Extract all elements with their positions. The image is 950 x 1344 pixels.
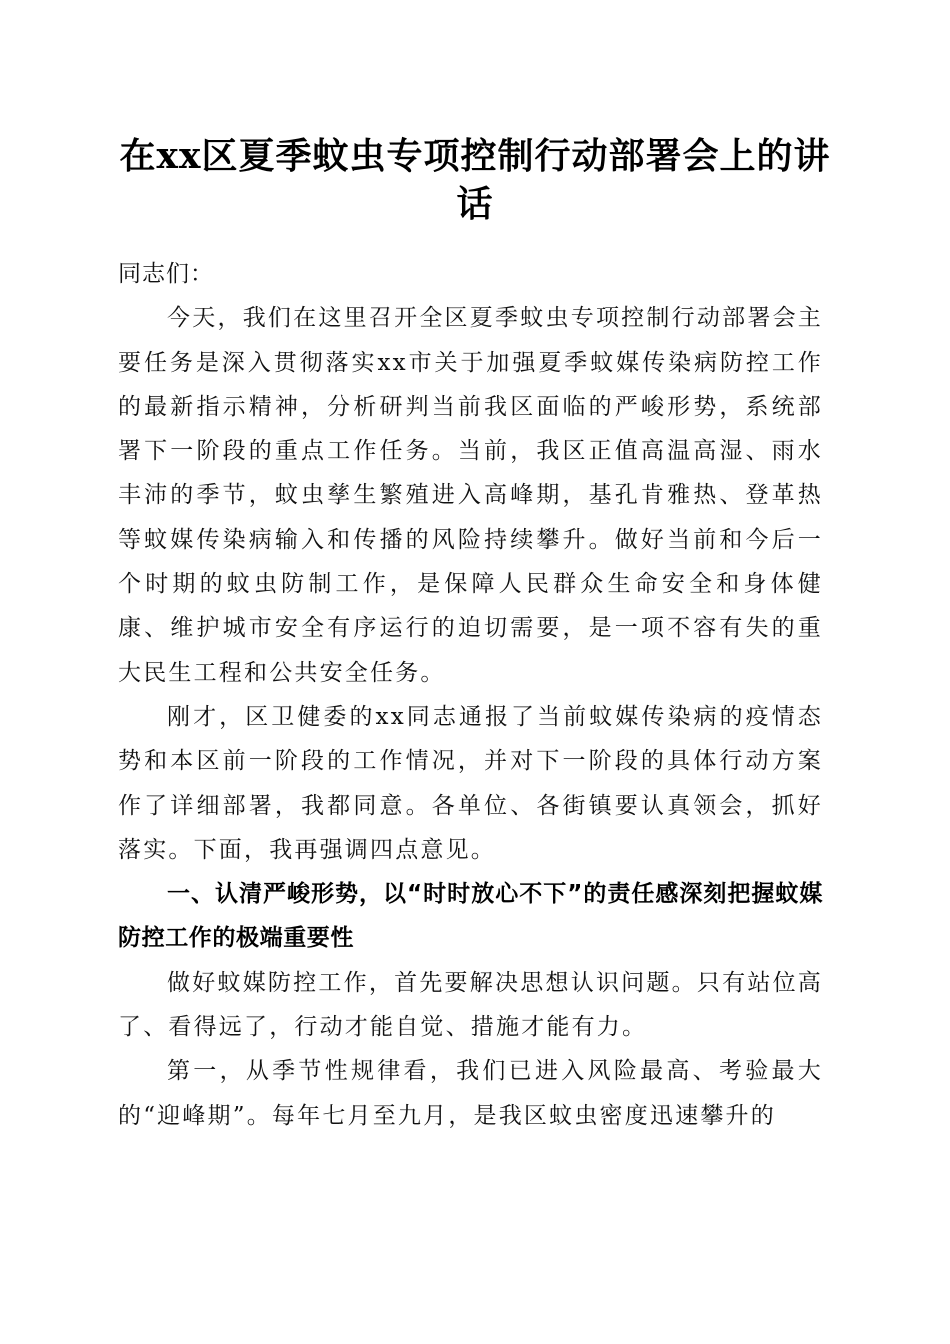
salutation: 同志们： (118, 261, 214, 287)
paragraph-opening: 今天，我们在这里召开全区夏季蚊虫专项控制行动部署会主要任务是深入贯彻落实xx市关于加强夏季蚊媒传染病防控工作的最新指示精神，分析研判当前我区面临的严峻形势，系统部署下一阶段的重点工作任务。当前，我区正值高温高湿、雨水丰沛的季节，蚊虫孳生繁殖进入高峰期，基孔肯雅热、登革热等蚊媒传染病输入和传播的风险持续攀升。做好当前和今后一个时期的蚊虫防制工作，是保障人民群众生命安全和身体健康、维护城市安全有序运行的迫切需要，是一项不容有失的重大民生工程和公共安全任务。 (118, 305, 823, 686)
document-body (118, 252, 823, 1138)
paragraph-awareness: 做好蚊媒防控工作，首先要解决思想认识问题。只有站位高了、看得远了，行动才能自觉、措施才能有力。 (118, 969, 823, 1041)
paragraph-seasonal-pattern: 第一，从季节性规律看，我们已进入风险最高、考验最大的“迎峰期”。每年七月至九月，是我区蚊虫密度迅速攀升的 (118, 1058, 823, 1129)
section-heading-1: 一、认清严峻形势，以“时时放心不下”的责任感深刻把握蚊媒防控工作的极端重要性 (118, 881, 823, 952)
document-title: 在xx区夏季蚊虫专项控制行动部署会上的讲话 (119, 135, 831, 225)
paragraph-report-summary: 刚才，区卫健委的xx同志通报了当前蚊媒传染病的疫情态势和本区前一阶段的工作情况，并对下一阶段的具体行动方案作了详细部署，我都同意。各单位、各街镇要认真领会，抓好落实。下面，我再强调四点意见。 (118, 703, 823, 863)
